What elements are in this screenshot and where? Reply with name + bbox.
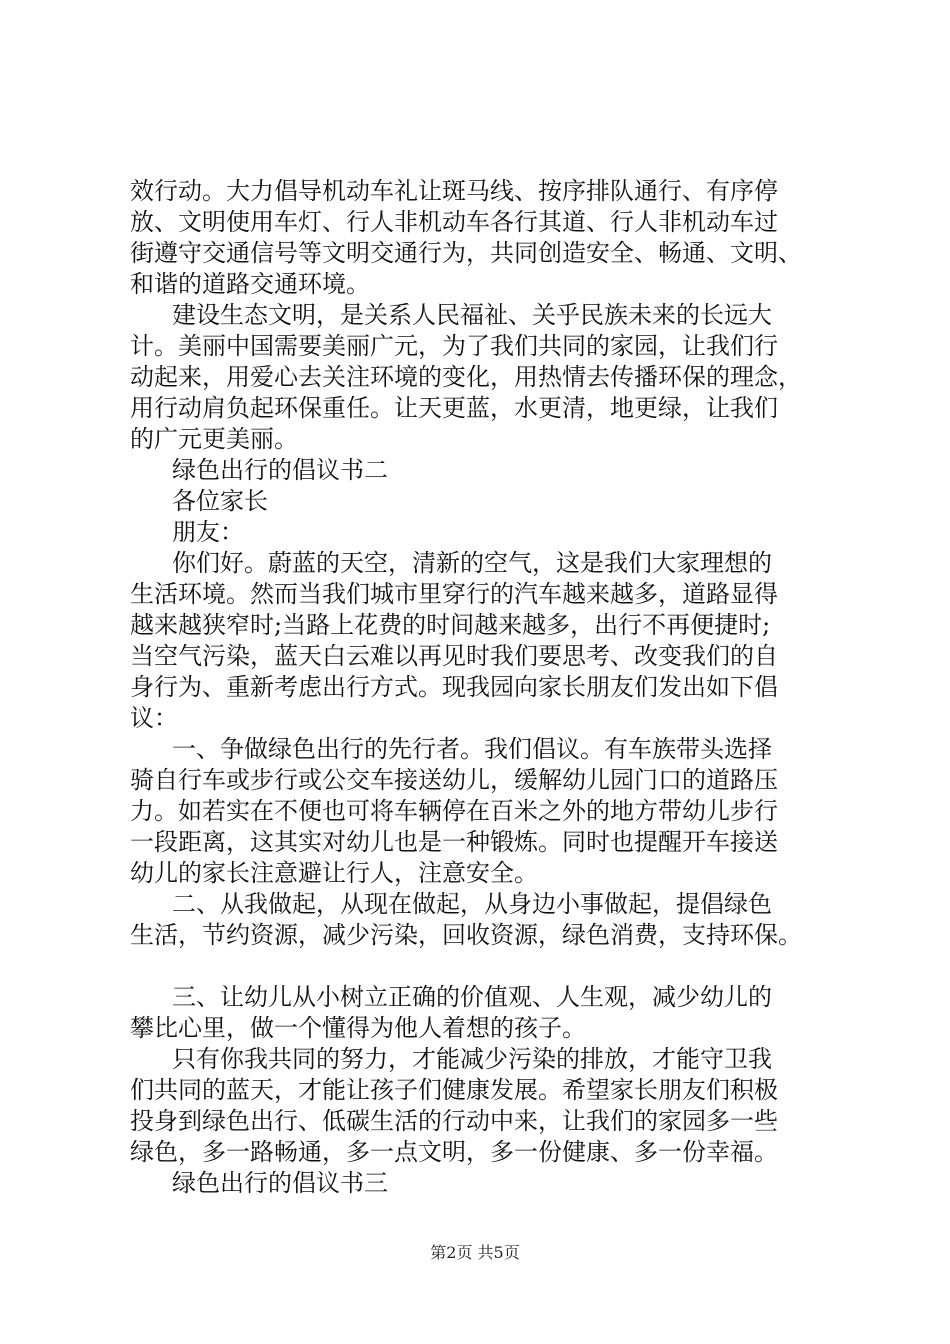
text-line: 越来越狭窄时;当路上花费的时间越来越多，出行不再便捷时; xyxy=(130,611,771,639)
text-line: 们共同的蓝天，才能让孩子们健康发展。希望家长朋友们积极 xyxy=(130,1076,778,1104)
text-line: 幼儿的家长注意避让行人，注意安全。 xyxy=(130,859,538,887)
text-line: 绿色出行的倡议书二 xyxy=(172,456,388,484)
text-line: 朋友： xyxy=(172,518,244,546)
text-line: 二、从我做起，从现在做起，从身边小事做起，提倡绿色 xyxy=(172,890,772,918)
text-line: 投身到绿色出行、低碳生活的行动中来，让我们的家园多一些 xyxy=(130,1107,778,1135)
text-line: 身行为、重新考虑出行方式。现我园向家长朋友们发出如下倡 xyxy=(130,673,778,701)
text-line: 建设生态文明，是关系人民福祉、关乎民族未来的长远大 xyxy=(172,301,772,329)
text-line: 只有你我共同的努力，才能减少污染的排放，才能守卫我 xyxy=(172,1045,772,1073)
text-line: 各位家长 xyxy=(172,487,268,515)
document-body xyxy=(130,176,850,1199)
text-line: 效行动。大力倡导机动车礼让斑马线、按序排队通行、有序停 xyxy=(130,177,778,205)
text-line: 一、争做绿色出行的先行者。我们倡议。有车族带头选择 xyxy=(172,735,772,763)
text-line: 的广元更美丽。 xyxy=(130,425,298,453)
text-line: 街遵守交通信号等文明交通行为，共同创造安全、畅通、文明、 xyxy=(130,239,802,267)
text-line: 骑自行车或步行或公交车接送幼儿，缓解幼儿园门口的道路压 xyxy=(130,766,778,794)
text-line: 和谐的道路交通环境。 xyxy=(130,270,370,298)
text-line: 绿色，多一路畅通，多一点文明，多一份健康、多一份幸福。 xyxy=(130,1138,778,1166)
text-line: 用行动肩负起环保重任。让天更蓝，水更清，地更绿，让我们 xyxy=(130,394,778,422)
blank-line xyxy=(130,951,850,982)
text-line: 生活环境。然而当我们城市里穿行的汽车越来越多，道路显得 xyxy=(130,580,778,608)
text-line: 放、文明使用车灯、行人非机动车各行其道、行人非机动车过 xyxy=(130,208,778,236)
text-line: 你们好。蔚蓝的天空，清新的空气，这是我们大家理想的 xyxy=(172,549,772,577)
page-footer: 第2页 共5页 xyxy=(430,1243,520,1262)
text-line: 攀比心里，做一个懂得为他人着想的孩子。 xyxy=(130,1014,586,1042)
text-line: 议： xyxy=(130,704,178,732)
text-line: 生活，节约资源，减少污染，回收资源，绿色消费，支持环保。 xyxy=(130,921,802,949)
text-line: 当空气污染，蓝天白云难以再见时我们要思考、改变我们的自 xyxy=(130,642,778,670)
text-line: 一段距离，这其实对幼儿也是一种锻炼。同时也提醒开车接送 xyxy=(130,828,778,856)
text-line: 动起来，用爱心去关注环境的变化，用热情去传播环保的理念， xyxy=(130,363,802,391)
text-line: 三、让幼儿从小树立正确的价值观、人生观，减少幼儿的 xyxy=(172,983,772,1011)
text-line: 力。如若实在不便也可将车辆停在百米之外的地方带幼儿步行 xyxy=(130,797,778,825)
text-line: 绿色出行的倡议书三 xyxy=(172,1169,388,1197)
text-line: 计。美丽中国需要美丽广元，为了我们共同的家园，让我们行 xyxy=(130,332,778,360)
